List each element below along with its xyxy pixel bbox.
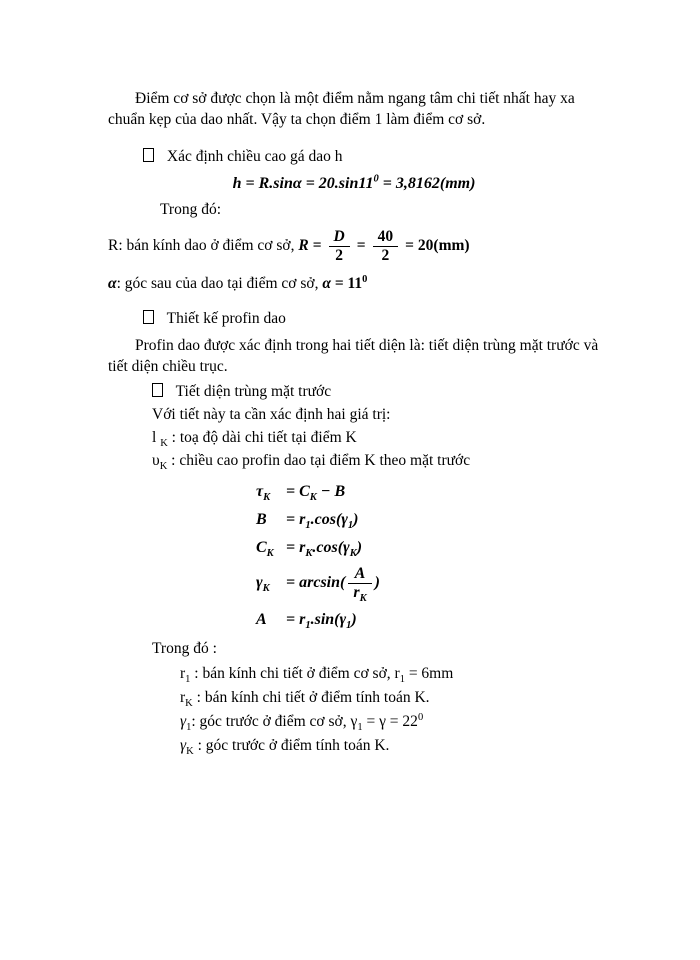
superscript: 0	[373, 173, 379, 185]
bullet-label: Thiết kế profin dao	[166, 310, 286, 327]
equation-a	[256, 609, 600, 630]
subscript: K	[186, 746, 194, 758]
bullet-label: Xác định chiều cao gá dao h	[166, 148, 343, 165]
equals-sign: =	[312, 237, 322, 255]
bullet-label: Tiết diện trùng mặt trước	[175, 383, 332, 400]
equation-block	[256, 481, 600, 630]
text-run: = 6mm	[404, 665, 454, 682]
subscript: 1	[346, 620, 352, 632]
subscript: 1	[357, 722, 363, 734]
fraction-denominator: 2	[381, 247, 390, 264]
math-token: τ	[256, 483, 264, 500]
checkbox-bullet-icon	[152, 383, 163, 397]
math-token: )	[353, 511, 359, 528]
page-content	[108, 88, 600, 759]
bullet-item-front-face-section	[152, 381, 600, 402]
equation-lhs	[256, 481, 286, 502]
equation-lhs	[256, 572, 286, 593]
definitions-list	[180, 663, 600, 756]
fraction-denominator	[348, 584, 371, 605]
text-run: : góc trước ở điểm cơ sở, γ	[191, 713, 358, 730]
math-token: = 3,8162(mm)	[378, 175, 476, 192]
math-token: γ	[180, 713, 187, 730]
bullet-item-tool-height	[143, 146, 600, 167]
definition-gamma1	[180, 711, 600, 732]
bullet-item-profile-design	[143, 308, 600, 329]
math-token: γ	[256, 574, 263, 592]
formula-h	[108, 173, 600, 194]
math-token: )	[356, 539, 363, 556]
math-token: r	[353, 584, 360, 601]
math-token: r	[180, 665, 186, 682]
text-run: : góc trước ở điểm tính toán K.	[193, 737, 390, 754]
definition-r1	[180, 663, 600, 684]
math-token: C	[295, 483, 310, 500]
fraction-numerator: A	[348, 565, 371, 584]
uk-definition-line	[152, 450, 600, 471]
math-token: R	[298, 237, 309, 255]
subscript: 1	[305, 620, 311, 632]
lk-definition-line	[152, 427, 600, 448]
math-token: )	[351, 611, 357, 628]
equals-sign: =	[286, 574, 296, 592]
trong-do-label-2: Trong đó :	[152, 640, 217, 657]
subscript: K	[160, 438, 168, 450]
fraction	[348, 565, 371, 605]
equals-sign: =	[286, 511, 296, 528]
trong-do-label: Trong đó:	[160, 201, 222, 218]
definition-rk	[180, 687, 600, 708]
text-run: : toạ độ dài chi tiết tại điểm K	[167, 429, 357, 446]
equals-sign: =	[405, 237, 414, 255]
checkbox-bullet-icon	[143, 310, 154, 324]
math-token: γ	[180, 737, 187, 754]
equation-b	[256, 509, 600, 530]
text-run: : góc sau của dao tại điểm cơ sở,	[116, 275, 323, 292]
math-token: C	[256, 539, 267, 556]
text-run: = γ = 22	[362, 713, 418, 730]
subscript: 1	[347, 520, 354, 532]
profile-paragraph: Profin dao được xác định trong hai tiết diện là: tiết diện trùng mặt trước và tiết diện chiều trục.	[108, 337, 599, 375]
subscript: 1	[185, 674, 191, 686]
math-token: l	[152, 429, 161, 446]
superscript: 0	[417, 711, 424, 723]
math-token: .cos(γ	[312, 539, 350, 556]
equals-sign: =	[356, 237, 366, 255]
fraction	[373, 228, 399, 265]
math-token: )	[374, 574, 380, 592]
definition-gammak	[180, 735, 600, 756]
equation-lhs	[256, 509, 286, 530]
subscript: 1	[186, 722, 192, 734]
math-token: B	[256, 511, 267, 528]
equation-lhs	[256, 537, 286, 558]
math-token: r	[180, 689, 186, 706]
subscript: K	[159, 461, 168, 473]
math-token: = 11	[330, 275, 363, 292]
subscript: 1	[305, 520, 311, 532]
math-token: A	[256, 611, 267, 628]
fraction-numerator: 40	[373, 228, 399, 247]
math-token: α	[322, 275, 331, 292]
subscript: K	[185, 698, 193, 710]
subscript: 1	[399, 674, 405, 686]
equation-gamma	[256, 565, 600, 605]
fraction	[329, 228, 350, 265]
superscript: 0	[362, 273, 368, 285]
math-token: .sin(γ	[310, 611, 347, 628]
subscript: K	[263, 492, 271, 504]
math-token: r	[295, 539, 306, 556]
math-token: .cos(γ	[310, 511, 348, 528]
text-run: : bán kính chi tiết ở điểm tính toán K.	[192, 689, 430, 706]
equals-sign: =	[286, 539, 296, 556]
text-run: R: bán kính dao ở điểm cơ sở,	[108, 237, 299, 255]
subscript: K	[305, 548, 313, 560]
equals-sign: =	[286, 483, 296, 500]
alpha-definition-line	[108, 273, 600, 294]
math-token: α	[108, 275, 117, 292]
equation-c	[256, 537, 600, 558]
subscript: K	[359, 593, 367, 605]
equation-tau	[256, 481, 600, 502]
need-values-line: Với tiết này ta cần xác định hai giá trị:	[152, 406, 391, 423]
math-token: r	[295, 611, 306, 628]
equals-sign: =	[286, 611, 296, 628]
text-run: : bán kính chi tiết ở điểm cơ sở, r	[190, 665, 400, 682]
fraction-denominator: 2	[335, 247, 343, 264]
subscript: K	[262, 583, 270, 595]
subscript: K	[349, 548, 357, 560]
fraction-numerator: D	[329, 228, 350, 247]
text-run: : chiều cao profin dao tại điểm K theo mặt trước	[167, 452, 471, 469]
math-token: − B	[316, 483, 346, 500]
math-token: h = R.sinα = 20.sin11	[232, 175, 374, 192]
intro-paragraph: Điểm cơ sở được chọn là một điểm nằm ngang tâm chi tiết nhất hay xa chuẩn kẹp của dao nhất. Vậy ta chọn điểm 1 làm điểm cơ sở.	[108, 90, 575, 128]
checkbox-bullet-icon	[143, 148, 154, 162]
math-token: arcsin(	[295, 574, 346, 592]
subscript: K	[309, 492, 317, 504]
r-definition-line	[108, 228, 600, 265]
equation-lhs	[256, 609, 286, 630]
math-token: υ	[152, 452, 160, 469]
math-token: r	[295, 511, 306, 528]
math-token: 20(mm)	[417, 237, 470, 255]
subscript: K	[266, 548, 274, 560]
